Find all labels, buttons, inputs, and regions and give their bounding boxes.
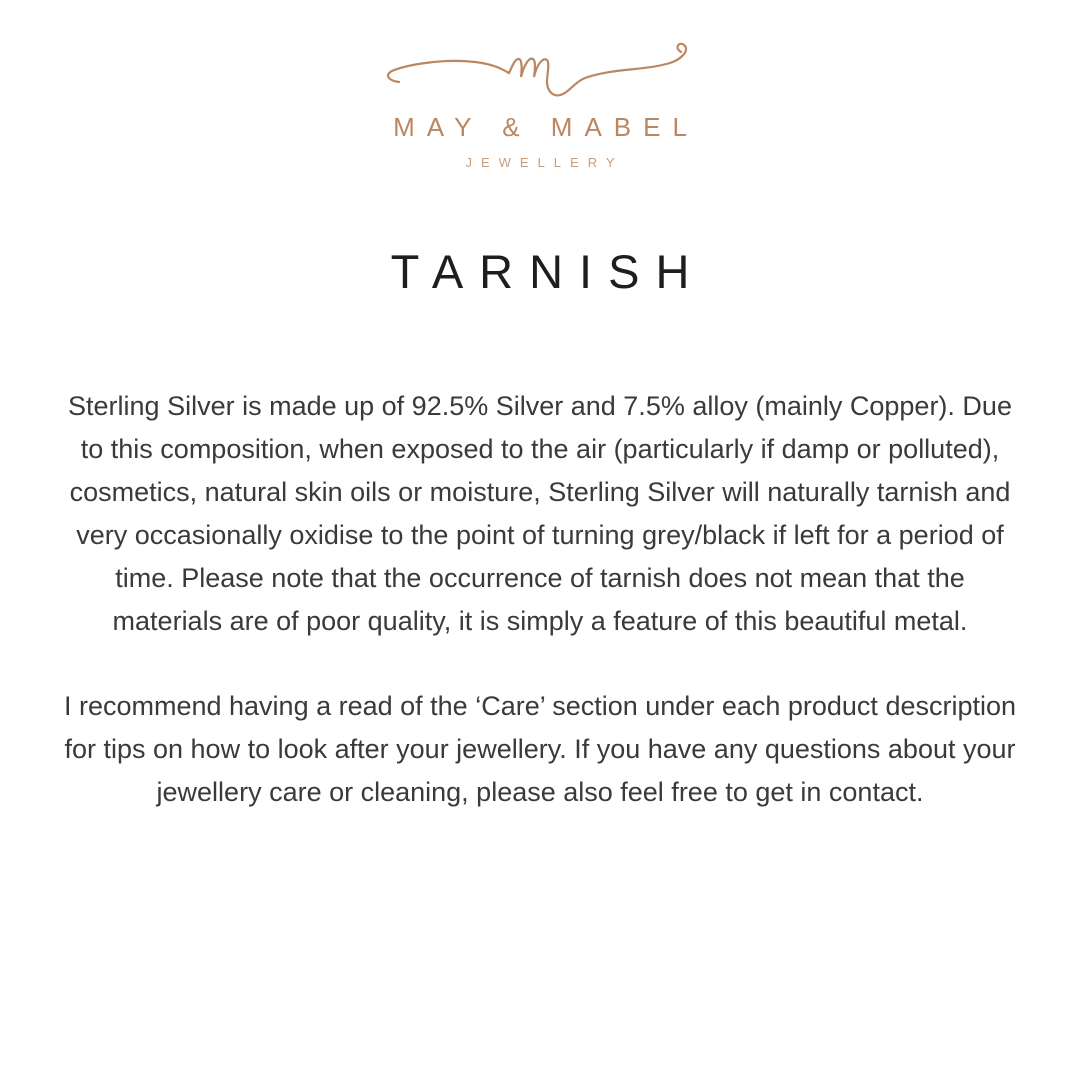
page-title: TARNISH xyxy=(390,245,706,298)
body-text xyxy=(61,385,1019,814)
m-flourish-monogram-icon xyxy=(385,36,695,108)
brand-name: MAY & MABEL xyxy=(393,112,699,142)
brand-tagline: JEWELLERY xyxy=(465,155,624,170)
paragraph-tarnish-info: Sterling Silver is made up of 92.5% Silver and 7.5% alloy (mainly Copper). Due to this composition, when exposed to the air (particularly if damp or polluted), cosmetics, natural skin oils or moisture, Sterling Silver will naturally tarnish and very occasionally oxidise to the point of turning grey/black if left for a period of time. Please note that the occurrence of tarnish does not mean that the materials are of poor quality, it is simply a feature of this beautiful metal. xyxy=(68,391,1012,636)
brand-logo xyxy=(381,36,699,170)
paragraph-care-recommendation: I recommend having a read of the ‘Care’ section under each product description for tips on how to look after your jewellery. If you have any questions about your jewellery care or cleaning, please also feel free to get in contact. xyxy=(63,691,1017,807)
